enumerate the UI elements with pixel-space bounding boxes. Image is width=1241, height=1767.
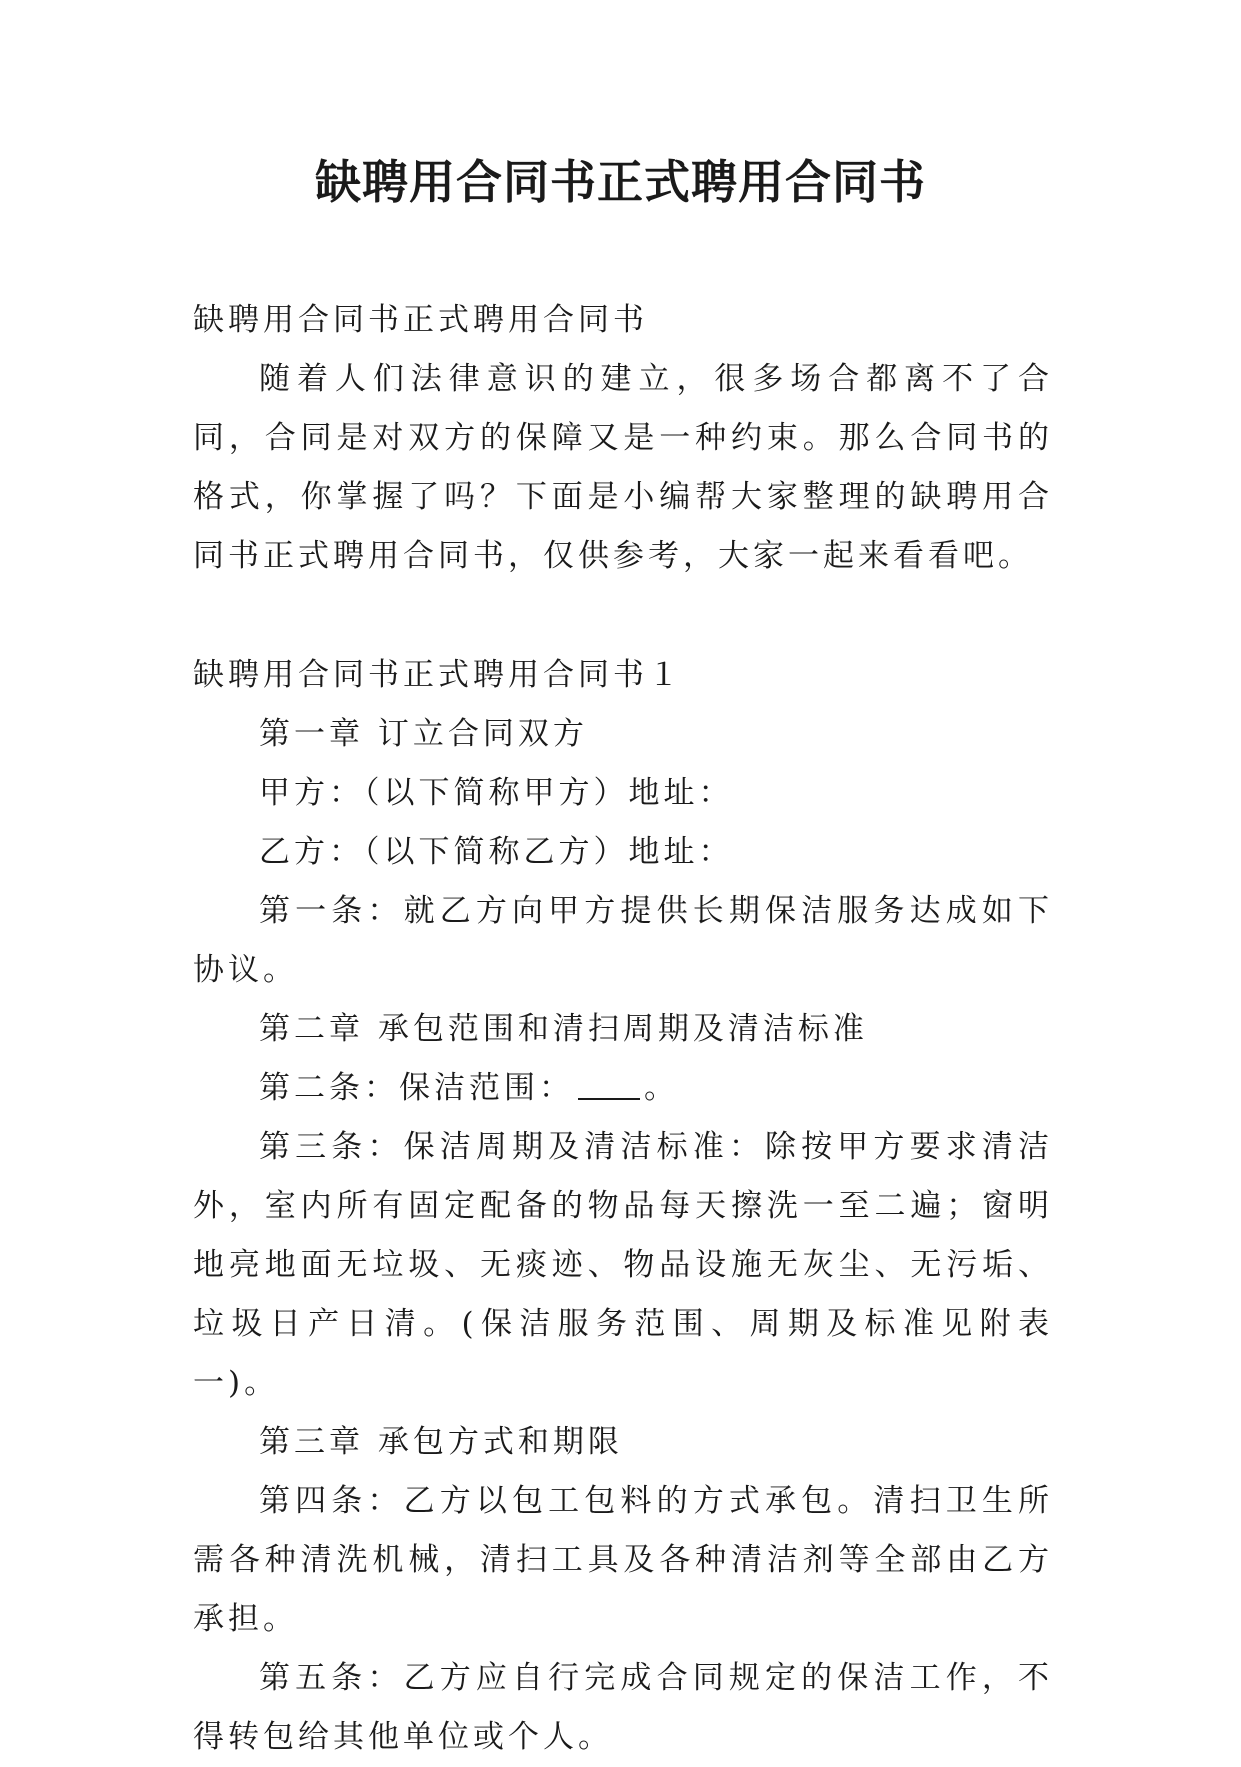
chapter-3-heading: 第三章 承包方式和期限 xyxy=(259,1424,623,1460)
article-2 xyxy=(193,1059,1053,1118)
fill-in-blank xyxy=(578,1068,640,1100)
party-b-line: 乙方：（以下简称乙方）地址： xyxy=(259,834,734,870)
document-subtitle: 缺聘用合同书正式聘用合同书 xyxy=(193,302,648,338)
intro-paragraph: 随着人们法律意识的建立，很多场合都离不了合同，合同是对双方的保障又是一种约束。那么合同书的格式，你掌握了吗？下面是小编帮大家整理的缺聘用合同书正式聘用合同书，仅供参考，大家一起来看看吧。 xyxy=(193,361,1053,574)
chapter-1-heading: 第一章 订立合同双方 xyxy=(259,716,588,752)
chapter-2-heading: 第二章 承包范围和清扫周期及清洁标准 xyxy=(259,1011,868,1047)
section-heading: 缺聘用合同书正式聘用合同书１ xyxy=(193,657,683,693)
article-5: 第五条：乙方应自行完成合同规定的保洁工作，不得转包给其他单位或个人。 xyxy=(193,1660,1053,1755)
article-4: 第四条：乙方以包工包料的方式承包。清扫卫生所需各种清洗机械，清扫工具及各种清洁剂等全部由乙方承担。 xyxy=(193,1483,1053,1637)
document-body xyxy=(193,291,1053,1767)
section-spacer xyxy=(193,586,1053,646)
party-a-line: 甲方：（以下简称甲方）地址： xyxy=(259,775,734,811)
article-3: 第三条：保洁周期及清洁标准：除按甲方要求清洁外，室内所有固定配备的物品每天擦洗一至二遍；窗明地亮地面无垃圾、无痰迹、物品设施无灰尘、无污垢、垃圾日产日清。(保洁服务范围、周期及标准见附表一)。 xyxy=(193,1129,1053,1401)
article-1: 第一条：就乙方向甲方提供长期保洁服务达成如下协议。 xyxy=(193,893,1053,988)
document-title: 缺聘用合同书正式聘用合同书 xyxy=(315,155,926,209)
article-2-text: 第二条：保洁范围： xyxy=(259,1070,574,1106)
article-2-end: 。 xyxy=(644,1070,679,1106)
